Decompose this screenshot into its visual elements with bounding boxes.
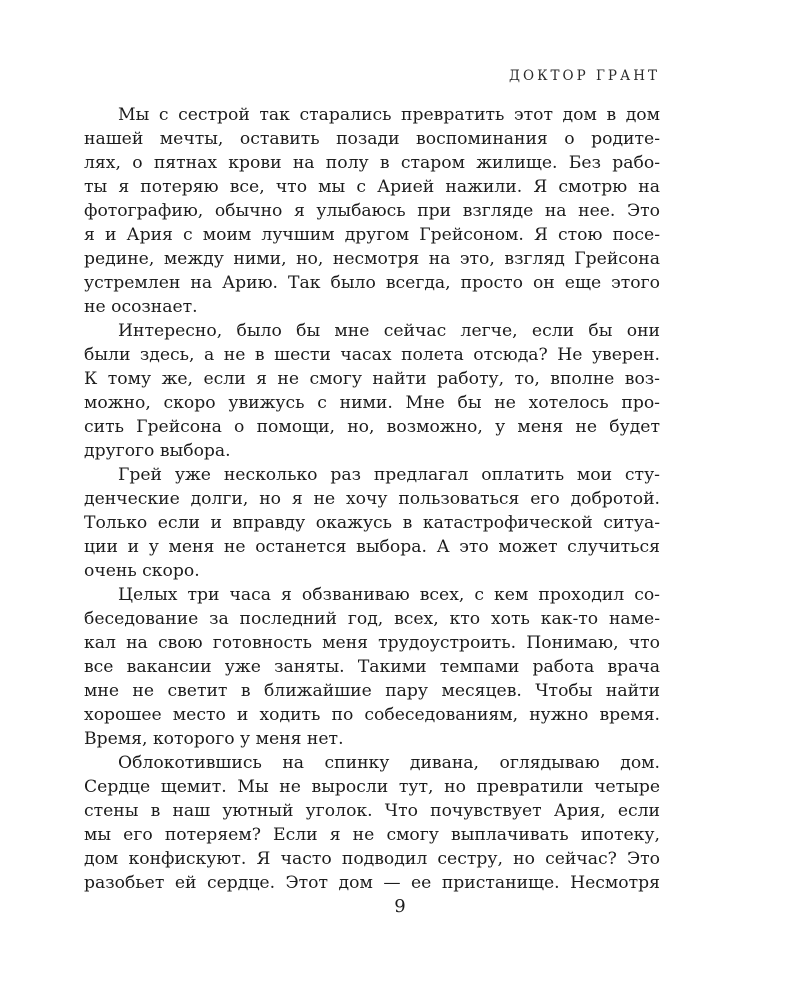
text-line: беседование за последний год, всех, кто хоть как-то наме- <box>84 609 660 629</box>
text-line: редине, между ними, но, несмотря на это, взгляд Грейсона <box>84 249 660 269</box>
text-line: были здесь, а не в шести часах полета отсюда? Не уверен. <box>84 345 660 365</box>
text-line: Время, которого у меня нет. <box>84 729 344 749</box>
text-line: стены в наш уютный уголок. Что почувствует Ария, если <box>84 801 660 821</box>
text-line: Грей уже несколько раз предлагал оплатить мои сту- <box>118 465 660 485</box>
text-line: другого выбора. <box>84 441 231 461</box>
text-line: очень скоро. <box>84 561 200 581</box>
text-line: Мы с сестрой так старались превратить этот дом в дом <box>118 105 660 125</box>
paragraph <box>84 319 660 463</box>
text-line: Интересно, было бы мне сейчас легче, если бы они <box>118 321 660 341</box>
paragraph <box>84 751 660 895</box>
text-line: устремлен на Арию. Так было всегда, просто он еще этого <box>84 273 660 293</box>
text-line: дом конфискуют. Я часто подводил сестру, но сейчас? Это <box>84 849 660 869</box>
page-number: 9 <box>394 896 406 917</box>
text-line: Целых три часа я обзваниваю всех, с кем проходил со- <box>118 585 660 605</box>
text-line: можно, скоро увижусь с ними. Мне бы не хотелось про- <box>84 393 660 413</box>
text-line: все вакансии уже заняты. Такими темпами работа врача <box>84 657 660 677</box>
text-line: лях, о пятнах крови на полу в старом жилище. Без рабо- <box>84 153 660 173</box>
text-line: сить Грейсона о помощи, но, возможно, у меня не будет <box>84 417 660 437</box>
text-line: Только если и вправду окажусь в катастрофической ситуа- <box>84 513 660 533</box>
paragraph <box>84 583 660 751</box>
text-line: Облокотившись на спинку дивана, оглядываю дом. <box>118 753 660 773</box>
text-line: хорошее место и ходить по собеседованиям, нужно время. <box>84 705 660 725</box>
running-head: ДОКТОР ГРАНТ <box>509 68 660 84</box>
body-text <box>84 103 660 895</box>
text-line: мне не светит в ближайшие пару месяцев. Чтобы найти <box>84 681 660 701</box>
text-line: Сердце щемит. Мы не выросли тут, но превратили четыре <box>84 777 660 797</box>
text-line: денческие долги, но я не хочу пользоваться его добротой. <box>84 489 660 509</box>
text-line: я и Ария с моим лучшим другом Грейсоном. Я стою посе- <box>84 225 660 245</box>
paragraph <box>84 463 660 583</box>
text-line: мы его потеряем? Если я не смогу выплачивать ипотеку, <box>84 825 660 845</box>
paragraph <box>84 103 660 319</box>
text-line: К тому же, если я не смогу найти работу, то, вполне воз- <box>84 369 660 389</box>
text-line: кал на свою готовность меня трудоустроить. Понимаю, что <box>84 633 660 653</box>
text-line: нашей мечты, оставить позади воспоминания о родите- <box>84 129 660 149</box>
text-line: фотографию, обычно я улыбаюсь при взгляде на нее. Это <box>84 201 660 221</box>
text-line: не осознает. <box>84 297 198 317</box>
text-line: ции и у меня не останется выбора. А это может случиться <box>84 537 660 557</box>
text-line: ты я потеряю все, что мы с Арией нажили. Я смотрю на <box>84 177 660 197</box>
text-line: разобьет ей сердце. Этот дом — ее пристанище. Несмотря <box>84 873 660 893</box>
